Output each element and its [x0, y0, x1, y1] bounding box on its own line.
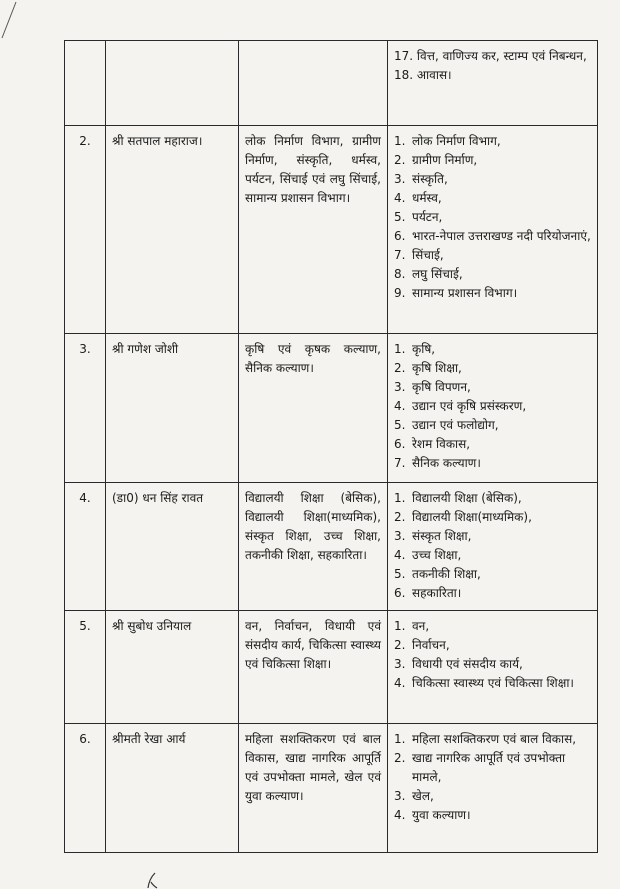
list-item: 5. तकनीकी शिक्षा,: [394, 567, 481, 581]
list-item: 2. निर्वाचन,: [394, 638, 450, 652]
subject-list: [394, 132, 591, 303]
serial-number: 2.: [65, 126, 106, 334]
list-item: 1. महिला सशक्तिकरण एवं बाल विकास,: [394, 732, 577, 746]
subject-list: [394, 340, 591, 473]
list-item: 2. विद्यालयी शिक्षा(माध्यमिक),: [394, 510, 532, 524]
departments-text: महिला सशक्तिकरण एवं बाल विकास, खाद्य नागरिक आपूर्ति एवं उपभोक्ता मामले, खेल एवं युवा कल्याण।: [239, 724, 388, 853]
minister-name: श्री गणेश जोशी: [106, 334, 239, 483]
list-item: 6. रेशम विकास,: [394, 437, 471, 451]
table-row-continuation: [65, 41, 598, 126]
list-item: 2. कृषि शिक्षा,: [394, 361, 462, 375]
ministers-departments-table: [64, 40, 598, 853]
minister-name: श्रीमती रेखा आर्य: [106, 724, 239, 853]
minister-name: श्री सतपाल महाराज।: [106, 126, 239, 334]
list-item: 4. धर्मस्व,: [394, 191, 442, 205]
subject-list: [394, 730, 591, 825]
list-item: 3. संस्कृति,: [394, 172, 448, 186]
subjects-cell: [388, 126, 598, 334]
list-item: 2. ग्रामीण निर्माण,: [394, 153, 478, 167]
subject-list: [394, 489, 591, 603]
list-item: 5. उद्यान एवं फलोद्योग,: [394, 418, 499, 432]
list-item: 7. सैनिक कल्याण।: [394, 456, 481, 470]
continuation-item: 17. वित्त, वाणिज्य कर, स्टाम्प एवं निबन्धन,: [394, 49, 587, 63]
table-row: [65, 126, 598, 334]
minister-name: श्री सुबोध उनियाल: [106, 611, 239, 724]
serial-number: 3.: [65, 334, 106, 483]
table-row: [65, 334, 598, 483]
table-row: [65, 611, 598, 724]
serial-number: 6.: [65, 724, 106, 853]
list-item: 4. युवा कल्याण।: [394, 808, 471, 822]
departments-text: विद्यालयी शिक्षा (बेसिक), विद्यालयी शिक्षा(माध्यमिक), संस्कृत शिक्षा, उच्च शिक्षा, तकनीकी शिक्षा, सहकारिता।: [239, 483, 388, 611]
subjects-cell: [388, 483, 598, 611]
list-item: 6. भारत-नेपाल उत्तराखण्ड नदी परियोजनाएं,: [394, 229, 591, 243]
list-item: 6. सहकारिता।: [394, 586, 462, 600]
list-item: 8. लघु सिंचाई,: [394, 267, 463, 281]
list-item: 4. उद्यान एवं कृषि प्रसंस्करण,: [394, 399, 527, 413]
table-row: [65, 483, 598, 611]
name-cell: [106, 41, 239, 126]
departments-text: लोक निर्माण विभाग, ग्रामीण निर्माण, संस्कृति, धर्मस्व, पर्यटन, सिंचाई एवं लघु सिंचाई, सामान्य प्रशासन विभाग।: [239, 126, 388, 334]
list-item: 1. लोक निर्माण विभाग,: [394, 134, 501, 148]
list-item: 4. उच्च शिक्षा,: [394, 548, 462, 562]
table-row: [65, 724, 598, 853]
list-item: 3. कृषि विपणन,: [394, 380, 471, 394]
subject-list: [394, 617, 591, 693]
serial-number: 5.: [65, 611, 106, 724]
continuation-item: 18. आवास।: [394, 68, 452, 82]
list-item: 3. विधायी एवं संसदीय कार्य,: [394, 657, 523, 671]
departments-cell: [239, 41, 388, 126]
serial-number: 4.: [65, 483, 106, 611]
page-corner-stroke: [0, 0, 20, 40]
departments-text: वन, निर्वाचन, विधायी एवं संसदीय कार्य, चिकित्सा स्वास्थ्य एवं चिकित्सा शिक्षा।: [239, 611, 388, 724]
subjects-cell: [388, 724, 598, 853]
minister-name: (डा0) धन सिंह रावत: [106, 483, 239, 611]
subjects-cell: [388, 611, 598, 724]
list-item: 4. चिकित्सा स्वास्थ्य एवं चिकित्सा शिक्षा।: [394, 676, 574, 690]
list-item: 2. खाद्य नागरिक आपूर्ति एवं उपभोक्ता मामले,: [394, 751, 566, 784]
serial-cell: [65, 41, 106, 126]
list-item: 9. सामान्य प्रशासन विभाग।: [394, 286, 518, 300]
list-item: 5. पर्यटन,: [394, 210, 443, 224]
list-item: 3. संस्कृत शिक्षा,: [394, 529, 472, 543]
list-item: 1. वन,: [394, 619, 430, 633]
subjects-cell: [388, 334, 598, 483]
list-item: 3. खेल,: [394, 789, 434, 803]
signature-mark: [145, 872, 159, 889]
subjects-cell: [388, 41, 598, 126]
list-item: 1. विद्यालयी शिक्षा (बेसिक),: [394, 491, 522, 505]
departments-text: कृषि एवं कृषक कल्याण, सैनिक कल्याण।: [239, 334, 388, 483]
list-item: 7. सिंचाई,: [394, 248, 444, 262]
list-item: 1. कृषि,: [394, 342, 436, 356]
